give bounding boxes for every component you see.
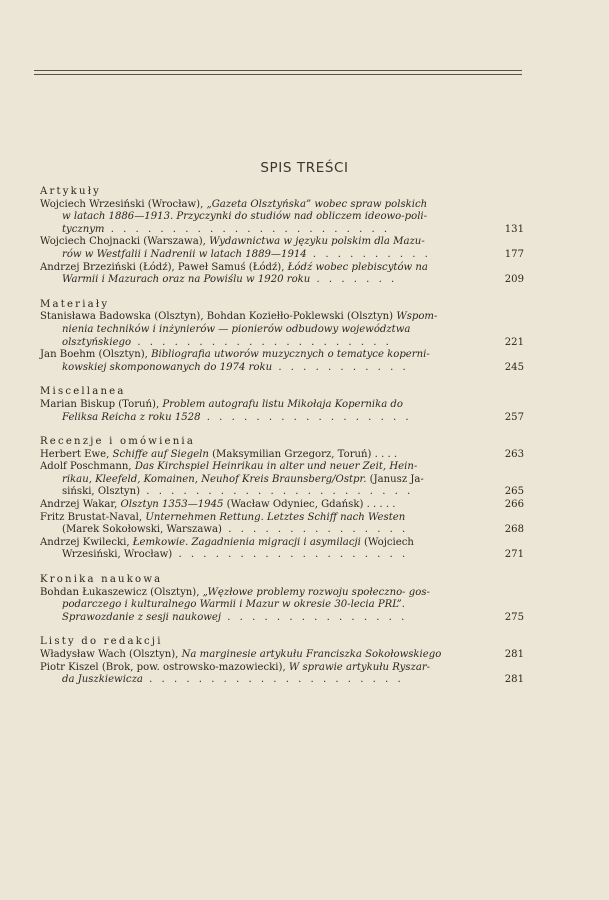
entry-segment: Unternehmen Rettung. Letztes Schiff nach Westen [145, 511, 406, 523]
leader-dots: . . . . . . . . . . . . . . . . . . . . . [131, 336, 392, 348]
entry-segment: Bohdan Łukaszewicz (Olsztyn), [40, 586, 203, 598]
entry-segment: (Marek Sokołowski, Warszawa) [62, 524, 222, 536]
entry-line [40, 224, 496, 237]
entry-line [40, 399, 496, 412]
toc-entry [40, 461, 524, 499]
entry-line [40, 412, 496, 425]
leader-dots: . . . . . . . . . . . . . . . [221, 611, 408, 623]
section-heading: Kronika naukowa [40, 574, 163, 586]
entry-text [40, 499, 496, 512]
leader-dots: . . . . . . . . . . . . . . . [221, 524, 409, 536]
page-number: 257 [504, 411, 524, 423]
toc-section [40, 299, 524, 375]
entry-text [40, 512, 496, 537]
toc-entry [40, 662, 524, 687]
leader-dots: . . . . . . . . . . . . . . . . . . . . . [142, 674, 404, 686]
entry-segment: Feliksa Reicha z roku 1528 [62, 411, 201, 423]
leader-dots: . . . . . . . . . . . [272, 361, 409, 373]
page-number: 265 [504, 486, 524, 498]
page-number: 281 [504, 649, 524, 660]
entry-line [40, 537, 496, 550]
leader-dots: . . . . . . . . . . . . . . . . . [200, 411, 412, 423]
page-number: 177 [504, 248, 524, 260]
entry-segment: Stanisława Badowska (Olsztyn), Bohdan Koziełło-Poklewski (Olsztyn) [40, 311, 397, 323]
entry-line [40, 649, 496, 662]
entry-segment: Wojciech Wrzesiński (Wrocław), [40, 198, 207, 210]
entry-segment: Bibliografia utworów muzycznych o tematyce koperni- [151, 349, 430, 361]
entry-line [40, 337, 496, 350]
entry-segment: rów w Westfalii i Nadrenii w latach 1889—1914 [62, 248, 307, 260]
entry-text [40, 199, 496, 237]
entry-text [40, 662, 496, 687]
entry-text [40, 449, 496, 462]
entry-segment: Wydawnictwa w języku polskim dla Mazu- [209, 236, 425, 248]
entry-line [40, 499, 496, 512]
entry-segment: Das Kirchspiel Heinrikau in alter und neuer Zeit, Hein- [134, 461, 418, 473]
entry-line [40, 362, 496, 375]
entry-line [40, 599, 496, 612]
entry-line [40, 662, 496, 675]
toc-section [40, 186, 524, 287]
toc-section [40, 574, 524, 624]
entry-segment: kowskiej skomponowanych do 1974 roku [62, 361, 273, 373]
entry-segment: (Wojciech [360, 536, 414, 548]
entry-line [40, 461, 496, 474]
entry-segment: Andrzej Kwilecki, [40, 536, 133, 548]
entry-segment: Adolf Poschmann, [40, 461, 135, 473]
toc-entry [40, 587, 524, 625]
toc-section [40, 436, 524, 562]
leader-dots: . . . . . . . . . . . . . . . . . . . [172, 549, 409, 561]
entry-segment: „Węzłowe problemy rozwoju społeczno- gos- [202, 586, 430, 598]
section-heading: Miscellanea [40, 386, 126, 398]
entry-segment: podarczego i kulturalnego Warmii i Mazur w okresie 30-lecia PRL”. [62, 599, 405, 611]
page-number: 266 [504, 499, 524, 511]
entry-segment: (Maksymilian Grzegorz, Toruń) . . . . [208, 448, 398, 460]
toc-entry [40, 199, 524, 237]
page-number: 131 [504, 223, 524, 235]
entry-segment: Schiffe auf Siegeln [112, 448, 209, 460]
entry-segment: Andrzej Wakar, [40, 499, 121, 511]
entry-segment: Sprawozdanie z sesji naukowej [62, 611, 222, 623]
toc-entry [40, 449, 524, 462]
entry-segment: Wojciech Chojnacki (Warszawa), [40, 236, 210, 248]
entry-segment: (Wacław Odyniec, Gdańsk) . . . . . [223, 499, 396, 511]
entry-text [40, 311, 496, 349]
entry-line [40, 262, 496, 275]
entry-segment: Andrzej Brzeziński (Łódź), Paweł Samuś (Łódź), [40, 261, 288, 273]
entry-segment: Wspom- [396, 311, 438, 323]
top-rule-lower [34, 74, 522, 75]
entry-segment: Fritz Brustat-Naval, [40, 511, 146, 523]
toc-entry [40, 537, 524, 562]
entry-segment: W sprawie artykułu Ryszar- [288, 661, 431, 673]
entry-segment: nienia techników i inżynierów — pionierów odbudowy województwa [62, 323, 411, 335]
toc-entry [40, 311, 524, 349]
entry-line [40, 474, 496, 487]
entry-text [40, 587, 496, 625]
section-heading: Recenzje i omówienia [40, 436, 196, 448]
toc-section [40, 386, 524, 424]
toc-entry [40, 236, 524, 261]
section-heading: Artykuły [40, 186, 102, 197]
toc-entry [40, 649, 524, 662]
page-title: SPIS TREŚCI [260, 160, 349, 176]
section-heading: Listy do redakcji [40, 636, 163, 648]
entry-segment: Warmii i Mazurach oraz na Powiślu w 1920 roku [62, 274, 311, 286]
page-number: 268 [504, 524, 524, 536]
entry-line [40, 236, 496, 249]
entry-segment: tycznym [62, 223, 105, 235]
entry-text [40, 399, 496, 424]
entry-text [40, 236, 496, 261]
leader-dots: . . . . . . . . . . [306, 248, 431, 260]
entry-line [40, 512, 496, 525]
entry-segment: siński, Olsztyn) [62, 486, 141, 498]
entry-segment: da Juszkiewicza [62, 674, 143, 686]
page-number: 245 [504, 361, 524, 373]
entry-line [40, 349, 496, 362]
entry-line [40, 249, 496, 262]
entry-segment: Łódź wobec plebiscytów na [287, 261, 428, 273]
entry-segment: Piotr Kiszel (Brok, pow. ostrowsko-mazowiecki), [40, 661, 289, 673]
table-of-contents [40, 186, 524, 699]
entry-line [40, 274, 496, 287]
page-number: 281 [504, 674, 524, 686]
entry-segment: „Gazeta Olsztyńska” wobec spraw polskich [206, 198, 428, 210]
entry-segment: rikau, Kleefeld, Komainen, Neuhof Kreis Braunsberg/Ostpr. [62, 473, 367, 485]
entry-segment: Marian Biskup (Toruń), [40, 398, 163, 410]
entry-line [40, 211, 496, 224]
entry-segment: Władysław Wach (Olsztyn), [40, 649, 182, 660]
page-number: 263 [504, 448, 524, 460]
toc-entry [40, 512, 524, 537]
entry-segment: Herbert Ewe, [40, 448, 113, 460]
toc-entry [40, 499, 524, 512]
entry-segment: Wrzesiński, Wrocław) [62, 549, 173, 561]
entry-line [40, 199, 496, 212]
entry-line [40, 324, 496, 337]
top-rule-upper [34, 70, 522, 71]
entry-text [40, 649, 496, 662]
entry-segment: Łemkowie. Zagadnienia migracji i asymilacji [132, 536, 361, 548]
entry-line [40, 486, 496, 499]
entry-text [40, 349, 496, 374]
entry-line [40, 549, 496, 562]
leader-dots: . . . . . . . [310, 274, 398, 286]
entry-segment: Jan Boehm (Olsztyn), [40, 349, 152, 361]
entry-segment: w latach 1886—1913. Przyczynki do studiów nad obliczem ideowo-poli- [62, 211, 428, 223]
entry-line [40, 524, 496, 537]
entry-segment: Olsztyn 1353—1945 [120, 499, 224, 511]
entry-line [40, 311, 496, 324]
toc-entry [40, 399, 524, 424]
entry-line [40, 674, 496, 687]
toc-entry [40, 349, 524, 374]
entry-line [40, 449, 496, 462]
page-number: 275 [504, 611, 524, 623]
toc-entry [40, 262, 524, 287]
leader-dots: . . . . . . . . . . . . . . . . . . . . . . [140, 486, 414, 498]
toc-section [40, 636, 524, 686]
entry-segment: olsztyńskiego [62, 336, 132, 348]
entry-text [40, 461, 496, 499]
entry-segment: (Janusz Ja- [366, 473, 424, 485]
page-number: 271 [504, 549, 524, 561]
leader-dots: . . . . . . . . . . . . . . . . . . . . . . . [104, 223, 391, 235]
entry-text [40, 262, 496, 287]
entry-text [40, 537, 496, 562]
page-number: 209 [504, 274, 524, 286]
entry-segment: Problem autografu listu Mikołaja Kopernika do [162, 398, 403, 410]
entry-line [40, 587, 496, 600]
entry-line [40, 612, 496, 625]
entry-segment: Na marginesie artykułu Franciszka Sokołowskiego [181, 649, 442, 660]
page-number: 221 [504, 336, 524, 348]
section-heading: Materiały [40, 298, 110, 310]
